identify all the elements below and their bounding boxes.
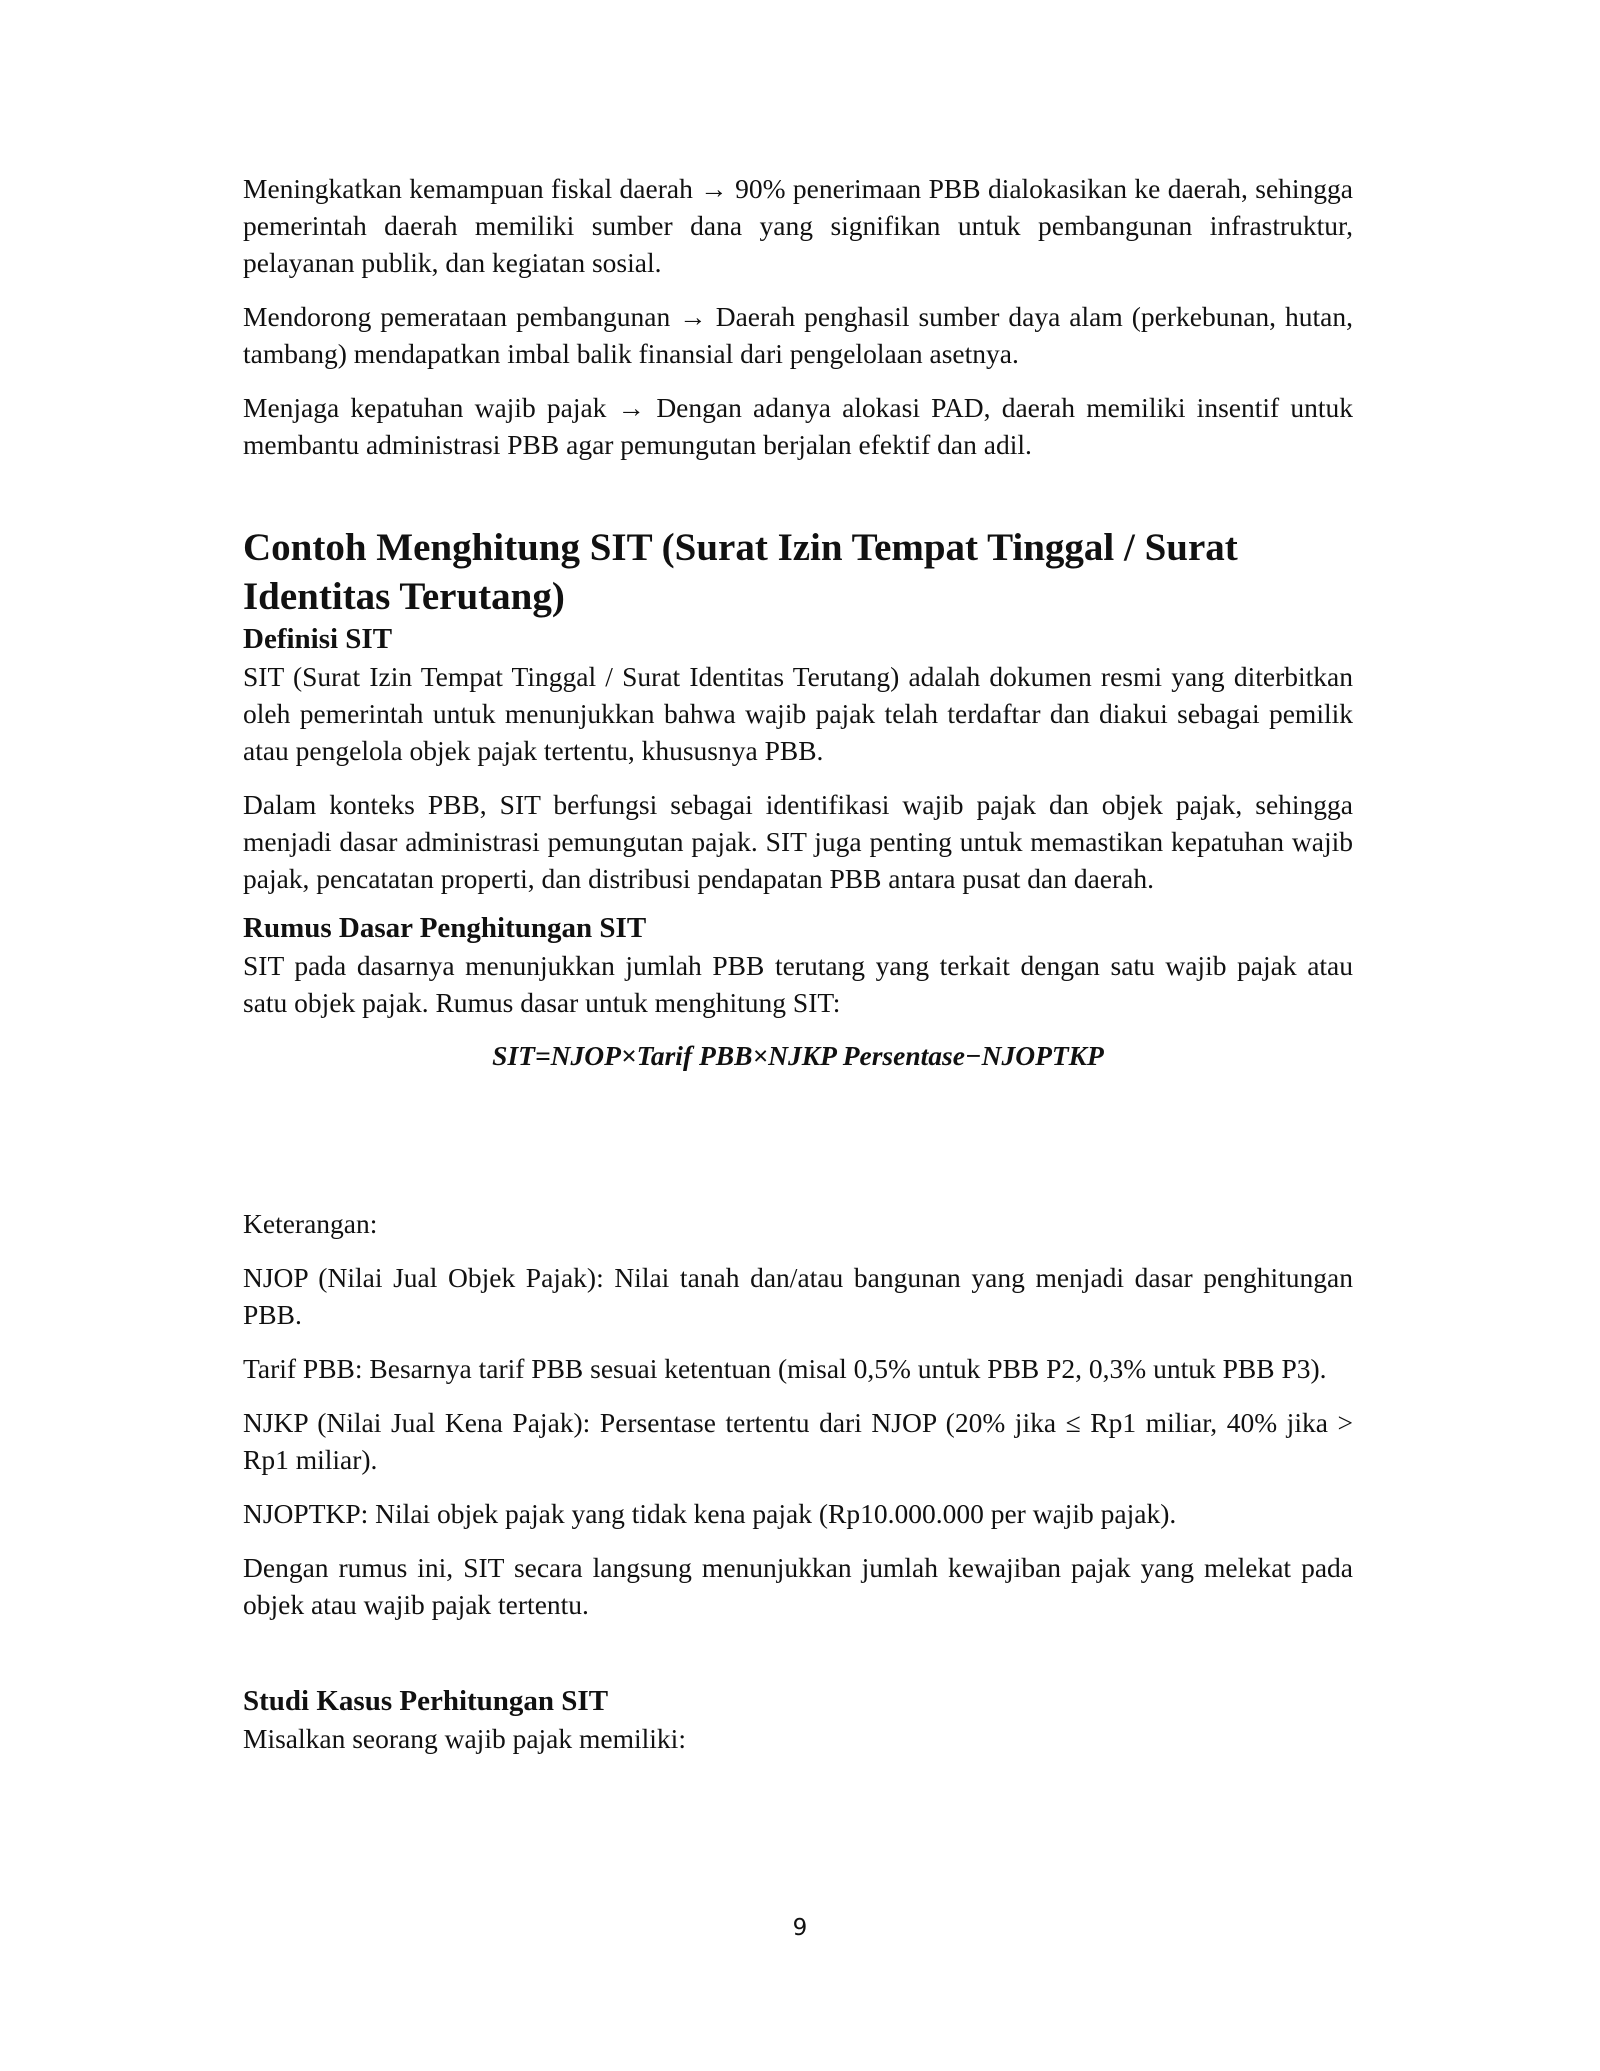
definisi-paragraph-2: Dalam konteks PBB, SIT berfungsi sebagai identifikasi wajib pajak dan objek pajak, sehingga menjadi dasar administrasi pemungutan pajak. SIT juga penting untuk memastikan kepatuhan wajib pajak, pencatatan properti, dan distribusi pendapatan PBB antara pusat dan daerah. bbox=[243, 789, 1353, 894]
page-number: 9 bbox=[792, 1915, 808, 1941]
keterangan-closing: Dengan rumus ini, SIT secara langsung menunjukkan jumlah kewajiban pajak yang melekat pada objek atau wajib pajak tertentu. bbox=[243, 1552, 1353, 1620]
intro-paragraph-fiskal: Meningkatkan kemampuan fiskal daerah → 90% penerimaan PBB dialokasikan ke daerah, sehingga pemerintah daerah memiliki sumber dana yang signifikan untuk pembangunan infrastruktur, pelayanan publik, dan kegiatan sosial. bbox=[243, 173, 1353, 278]
keterangan-njop: NJOP (Nilai Jual Objek Pajak): Nilai tanah dan/atau bangunan yang menjadi dasar penghitungan PBB. bbox=[243, 1262, 1353, 1330]
keterangan-njkp: NJKP (Nilai Jual Kena Pajak): Persentase tertentu dari NJOP (20% jika ≤ Rp1 miliar, 40% jika > Rp1 miliar). bbox=[243, 1407, 1353, 1475]
intro-paragraph-kepatuhan: Menjaga kepatuhan wajib pajak → Dengan adanya alokasi PAD, daerah memiliki insentif untuk membantu administrasi PBB agar pemungutan berjalan efektif dan adil. bbox=[243, 392, 1353, 460]
keterangan-njoptkp: NJOPTKP: Nilai objek pajak yang tidak kena pajak (Rp10.000.000 per wajib pajak). bbox=[243, 1498, 1177, 1529]
keterangan-tarif: Tarif PBB: Besarnya tarif PBB sesuai ketentuan (misal 0,5% untuk PBB P2, 0,3% untuk PBB P3). bbox=[243, 1353, 1327, 1384]
rumus-heading: Rumus Dasar Penghitungan SIT bbox=[243, 912, 647, 944]
intro-paragraph-pemerataan: Mendorong pemerataan pembangunan → Daerah penghasil sumber daya alam (perkebunan, hutan, tambang) mendapatkan imbal balik finansial dari pengelolaan asetnya. bbox=[243, 301, 1353, 369]
sit-formula: SIT=NJOP×Tarif PBB×NJKP Persentase−NJOPTKP bbox=[492, 1040, 1104, 1071]
rumus-intro: SIT pada dasarnya menunjukkan jumlah PBB terutang yang terkait dengan satu wajib pajak atau satu objek pajak. Rumus dasar untuk menghitung SIT: bbox=[243, 950, 1353, 1018]
studi-kasus-intro: Misalkan seorang wajib pajak memiliki: bbox=[243, 1723, 686, 1754]
page-content bbox=[243, 170, 1353, 1757]
definisi-paragraph-1: SIT (Surat Izin Tempat Tinggal / Surat Identitas Terutang) adalah dokumen resmi yang diterbitkan oleh pemerintah untuk menunjukkan bahwa wajib pajak telah terdaftar dan diakui sebagai pemilik atau pengelola objek pajak tertentu, khususnya PBB. bbox=[243, 661, 1353, 766]
keterangan-label: Keterangan: bbox=[243, 1208, 378, 1239]
section-title: Contoh Menghitung SIT (Surat Izin Tempat Tinggal / Surat Identitas Terutang) bbox=[243, 526, 1238, 618]
studi-kasus-heading: Studi Kasus Perhitungan SIT bbox=[243, 1685, 609, 1717]
definisi-heading: Definisi SIT bbox=[243, 623, 393, 655]
